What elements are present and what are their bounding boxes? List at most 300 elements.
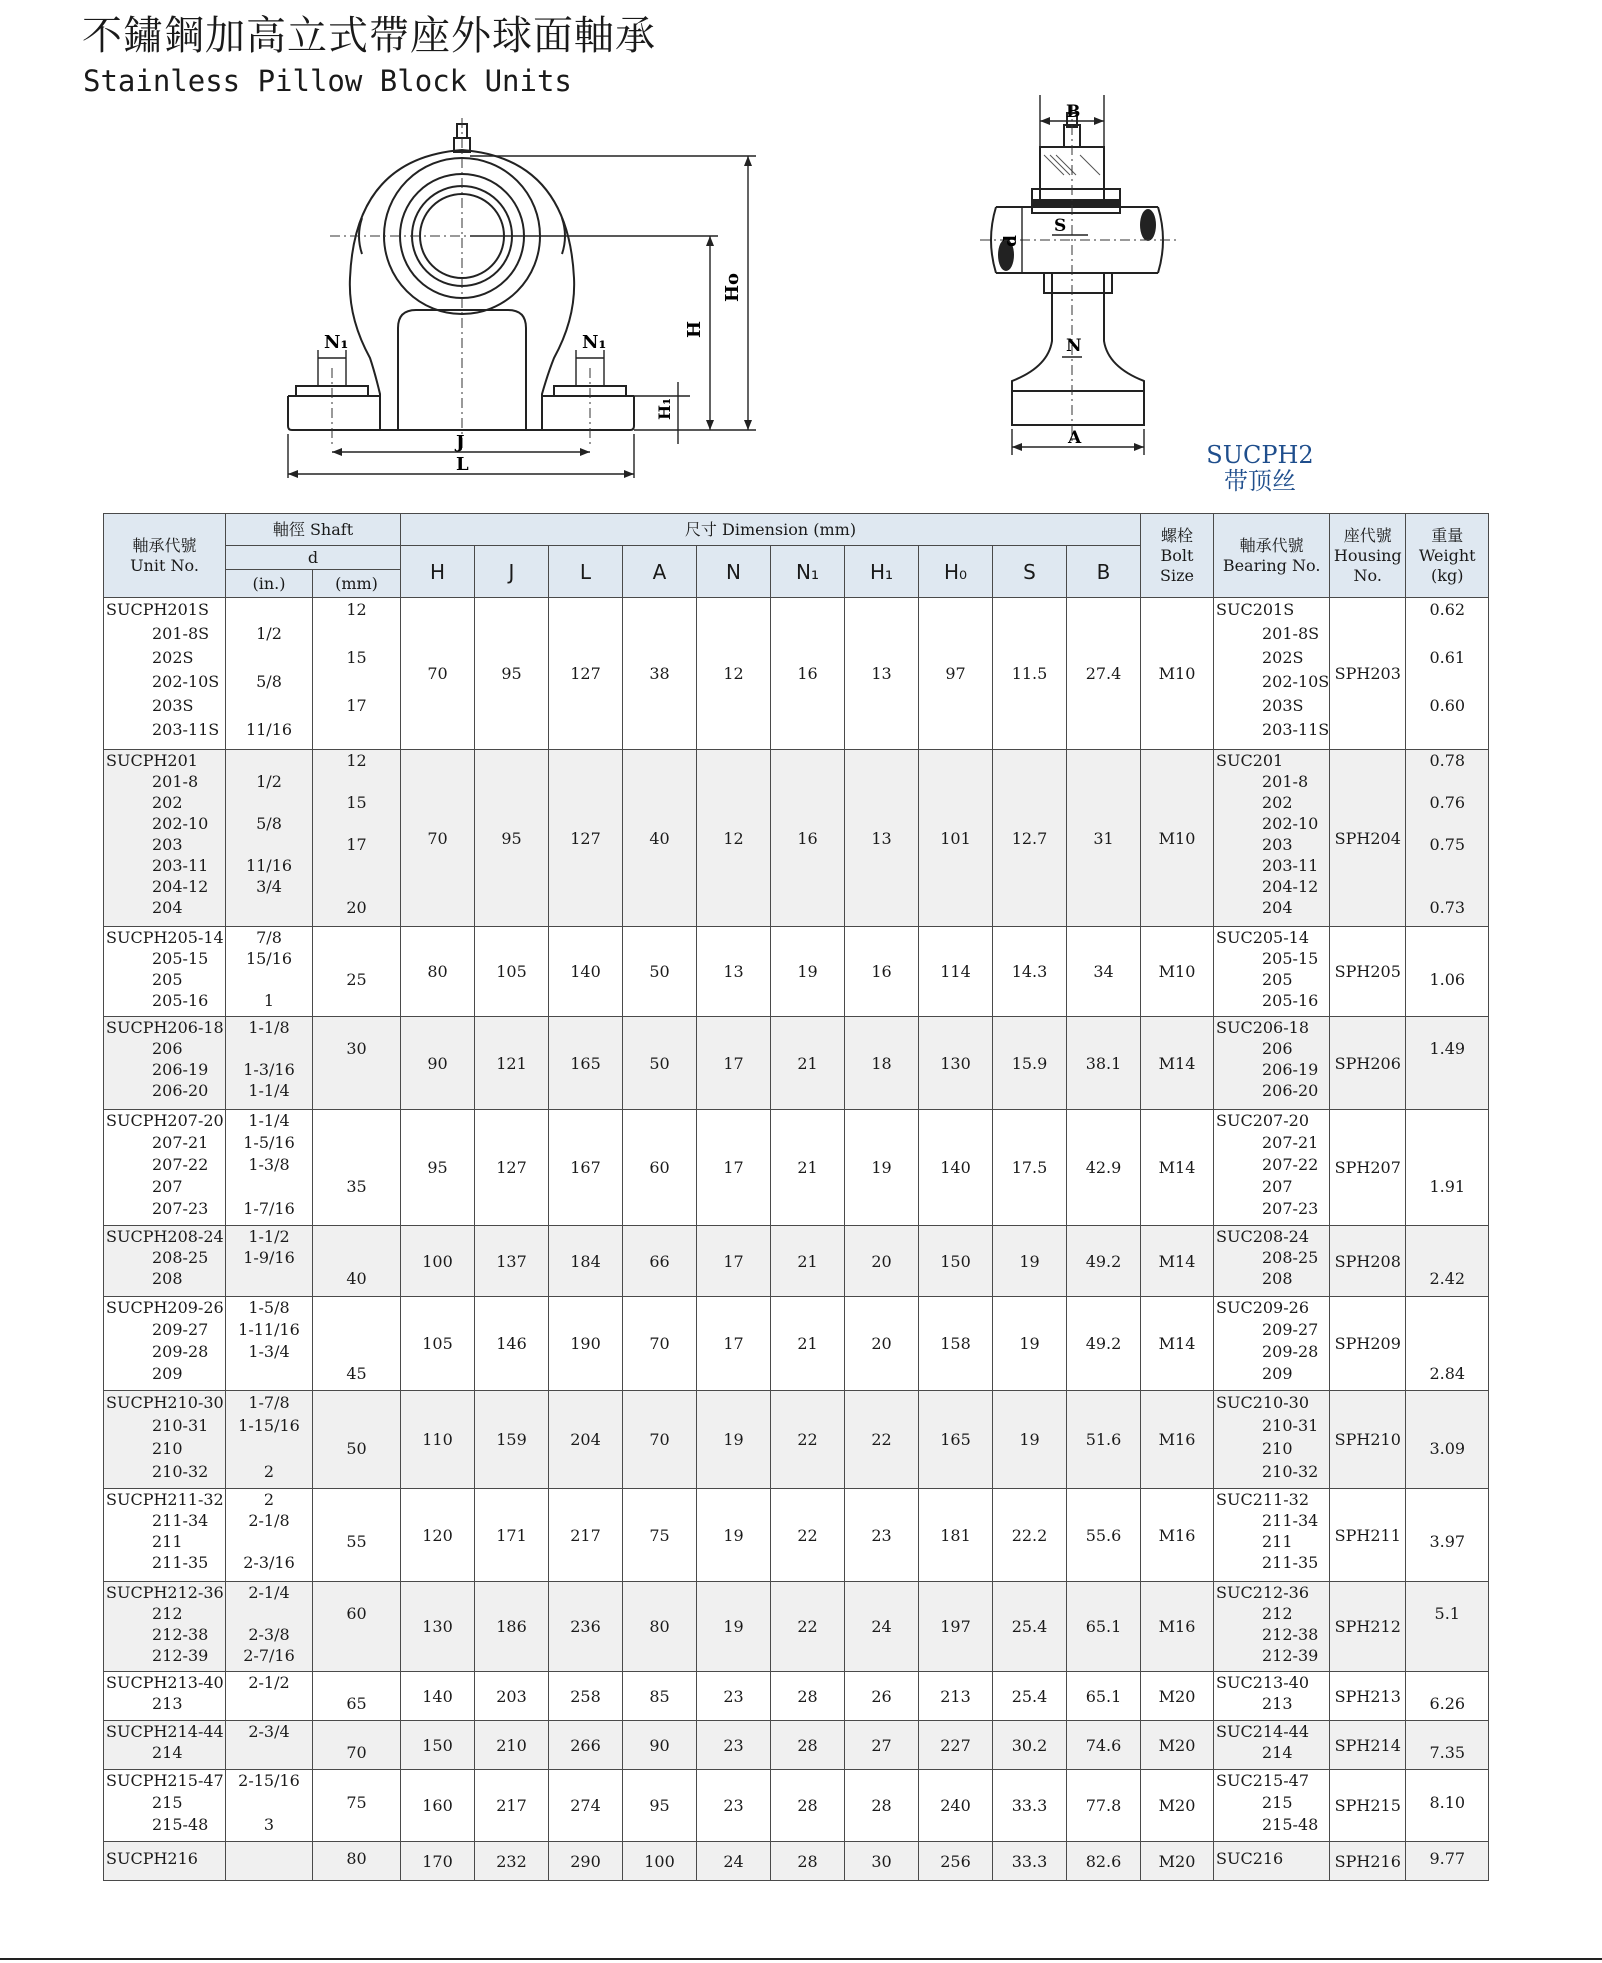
shaft-mm-line	[313, 1198, 400, 1220]
cell-h0: 213	[919, 1672, 993, 1721]
cell-j: 232	[475, 1842, 549, 1881]
cell-s: 22.2	[993, 1489, 1067, 1582]
cell-h: 170	[401, 1842, 475, 1881]
weight-line	[1406, 1510, 1488, 1531]
shaft-inch-line	[226, 598, 312, 622]
cell-weight	[1406, 1110, 1489, 1226]
shaft-inch-line: 1-7/16	[243, 1199, 295, 1218]
unit-no-line: SUCPH216	[106, 1849, 198, 1868]
unit-no-line: 213	[152, 1694, 183, 1713]
bearing-no-line: SUC209-26	[1216, 1298, 1309, 1317]
cell-j: 159	[475, 1391, 549, 1489]
shaft-mm-line	[313, 1132, 400, 1154]
weight-line: 0.60	[1429, 696, 1466, 715]
weight-line: 6.26	[1429, 1694, 1466, 1713]
cell-h1: 24	[845, 1582, 919, 1672]
table-row	[104, 1297, 1489, 1391]
unit-no-line: 202	[152, 793, 183, 812]
cell-n: 17	[697, 1017, 771, 1110]
label-h: H	[684, 320, 705, 338]
header-a: A	[623, 546, 697, 598]
shaft-mm-line: 30	[346, 1039, 367, 1058]
weight-line	[1406, 1489, 1488, 1510]
cell-bolt-size: M10	[1141, 927, 1214, 1017]
weight-line	[1406, 1645, 1488, 1666]
cell-housing-no: SPH210	[1330, 1391, 1406, 1489]
bearing-no-line: 204-12	[1262, 877, 1319, 896]
cell-housing-no: SPH203	[1330, 598, 1406, 750]
cell-shaft-mm	[313, 1297, 401, 1391]
shaft-mm-line	[313, 948, 400, 969]
unit-no-line: 210	[152, 1439, 183, 1458]
cell-weight	[1406, 1017, 1489, 1110]
cell-h1: 30	[845, 1842, 919, 1881]
header-bearing-no: 軸承代號 Bearing No.	[1214, 514, 1330, 598]
unit-no-line: SUCPH215-47	[106, 1771, 224, 1790]
cell-l: 184	[549, 1226, 623, 1297]
unit-no-line: 203S	[152, 696, 194, 715]
cell-h0: 150	[919, 1226, 993, 1297]
shaft-inch-line	[226, 834, 312, 855]
unit-no-line: 214	[152, 1743, 183, 1762]
unit-no-line: 203-11S	[152, 720, 220, 739]
shaft-mm-line	[313, 876, 400, 897]
cell-shaft-inch	[226, 1582, 313, 1672]
cell-shaft-inch	[226, 1672, 313, 1721]
cell-weight	[1406, 1842, 1489, 1881]
cell-j: 203	[475, 1672, 549, 1721]
cell-shaft-inch	[226, 1017, 313, 1110]
unit-no-line: SUCPH209-26	[106, 1298, 224, 1317]
bearing-no-line: 209-28	[1262, 1342, 1319, 1361]
table-row	[104, 1770, 1489, 1842]
shaft-mm-line: 15	[346, 648, 367, 667]
cell-h: 70	[401, 750, 475, 927]
page-subtitle: Stainless Pillow Block Units	[83, 64, 572, 98]
weight-line	[1406, 1582, 1488, 1603]
shaft-mm-line: 65	[346, 1694, 367, 1713]
shaft-mm-line	[313, 1247, 400, 1268]
bearing-no-line: SUC207-20	[1216, 1111, 1309, 1130]
weight-line: 1.91	[1429, 1177, 1466, 1196]
cell-j: 105	[475, 927, 549, 1017]
bearing-no-line: 207-22	[1262, 1155, 1319, 1174]
shaft-inch-line: 1-1/8	[248, 1018, 290, 1037]
cell-h: 90	[401, 1017, 475, 1110]
unit-no-line: 208-25	[152, 1248, 209, 1267]
cell-shaft-inch	[226, 1721, 313, 1770]
label-j: J	[456, 432, 465, 453]
cell-l: 127	[549, 598, 623, 750]
cell-a: 95	[623, 1770, 697, 1842]
bearing-no-line: 210-32	[1262, 1462, 1319, 1481]
cell-shaft-mm	[313, 750, 401, 927]
cell-housing-no: SPH205	[1330, 927, 1406, 1017]
cell-housing-no: SPH207	[1330, 1110, 1406, 1226]
shaft-inch-line	[226, 1268, 312, 1289]
weight-line: 0.62	[1429, 600, 1466, 619]
cell-a: 75	[623, 1489, 697, 1582]
bearing-no-line: 202-10	[1262, 814, 1319, 833]
cell-h0: 240	[919, 1770, 993, 1842]
shaft-mm-line	[313, 1721, 400, 1742]
unit-no-line: 204	[152, 898, 183, 917]
cell-bolt-size: M14	[1141, 1226, 1214, 1297]
cell-h1: 27	[845, 1721, 919, 1770]
bearing-no-line: SUC211-32	[1216, 1490, 1309, 1509]
cell-shaft-inch	[226, 1489, 313, 1582]
shaft-inch-line: 2	[263, 1490, 275, 1509]
cell-b: 49.2	[1067, 1297, 1141, 1391]
cell-n: 17	[697, 1226, 771, 1297]
cell-h0: 130	[919, 1017, 993, 1110]
cell-l: 274	[549, 1770, 623, 1842]
cell-s: 19	[993, 1297, 1067, 1391]
weight-line	[1406, 990, 1488, 1011]
unit-no-line: SUCPH212-36	[106, 1583, 224, 1602]
shaft-mm-line	[313, 1319, 400, 1341]
shaft-inch-line	[226, 1742, 312, 1763]
cell-weight	[1406, 1226, 1489, 1297]
model-code: SUCPH2	[1206, 441, 1314, 469]
cell-s: 33.3	[993, 1842, 1067, 1881]
cell-shaft-inch	[226, 1297, 313, 1391]
shaft-inch-line: 1-5/16	[243, 1133, 295, 1152]
shaft-inch-line	[226, 750, 312, 771]
cell-unit-no	[104, 750, 226, 927]
shaft-inch-line: 2-1/2	[248, 1673, 290, 1692]
cell-bolt-size: M16	[1141, 1391, 1214, 1489]
shaft-inch-line	[226, 1437, 312, 1460]
header-l: L	[549, 546, 623, 598]
unit-no-line: 206-19	[152, 1060, 209, 1079]
cell-l: 266	[549, 1721, 623, 1770]
model-code-caption	[1205, 442, 1315, 494]
cell-housing-no: SPH214	[1330, 1721, 1406, 1770]
cell-h1: 18	[845, 1017, 919, 1110]
cell-h1: 20	[845, 1297, 919, 1391]
shaft-mm-line	[313, 1226, 400, 1247]
bearing-no-line: SUC213-40	[1216, 1673, 1309, 1692]
cell-b: 65.1	[1067, 1672, 1141, 1721]
cell-housing-no: SPH208	[1330, 1226, 1406, 1297]
cell-n: 12	[697, 750, 771, 927]
weight-line: 0.61	[1429, 648, 1466, 667]
shaft-inch-line: 1-1/2	[248, 1227, 290, 1246]
shaft-mm-line	[313, 1017, 400, 1038]
shaft-mm-line	[313, 1489, 400, 1510]
cell-a: 70	[623, 1391, 697, 1489]
cell-shaft-mm	[313, 927, 401, 1017]
cell-shaft-inch	[226, 1110, 313, 1226]
cell-bearing-no	[1214, 1842, 1330, 1881]
cell-n: 19	[697, 1489, 771, 1582]
weight-line	[1406, 718, 1488, 742]
shaft-mm-line: 25	[346, 970, 367, 989]
weight-line: 1.49	[1429, 1039, 1466, 1058]
shaft-inch-line	[226, 1363, 312, 1385]
cell-bearing-no	[1214, 1017, 1330, 1110]
cell-l: 190	[549, 1297, 623, 1391]
cell-s: 30.2	[993, 1721, 1067, 1770]
cell-n1: 21	[771, 1297, 845, 1391]
side-view-drawing	[940, 95, 1200, 455]
weight-line: 9.77	[1429, 1849, 1466, 1868]
bearing-no-line: 203-11S	[1262, 720, 1330, 739]
shaft-mm-line	[313, 771, 400, 792]
shaft-mm-line	[313, 1582, 400, 1603]
bearing-no-line: 215	[1262, 1793, 1293, 1812]
cell-shaft-inch	[226, 598, 313, 750]
shaft-mm-line	[313, 1624, 400, 1645]
cell-h0: 227	[919, 1721, 993, 1770]
weight-line	[1406, 1247, 1488, 1268]
cell-shaft-mm	[313, 598, 401, 750]
unit-no-line: SUCPH205-14	[106, 928, 224, 947]
cell-unit-no	[104, 1721, 226, 1770]
weight-line: 0.73	[1429, 898, 1466, 917]
bearing-no-line: 202-10S	[1262, 672, 1330, 691]
bearing-no-line: 201-8	[1262, 772, 1309, 791]
unit-no-line: 215-48	[152, 1815, 209, 1834]
bearing-no-line: SUC215-47	[1216, 1771, 1309, 1790]
cell-b: 49.2	[1067, 1226, 1141, 1297]
header-s: S	[993, 546, 1067, 598]
shaft-inch-line	[226, 792, 312, 813]
bearing-no-line: 211-35	[1262, 1553, 1319, 1572]
cell-bearing-no	[1214, 1582, 1330, 1672]
bearing-no-line: 204	[1262, 898, 1293, 917]
cell-unit-no	[104, 1226, 226, 1297]
cell-s: 17.5	[993, 1110, 1067, 1226]
shaft-mm-line	[313, 1154, 400, 1176]
shaft-mm-line	[313, 1460, 400, 1483]
cell-n: 19	[697, 1582, 771, 1672]
cell-shaft-mm	[313, 1842, 401, 1881]
bearing-no-line: 208	[1262, 1269, 1293, 1288]
cell-h0: 165	[919, 1391, 993, 1489]
cell-shaft-inch	[226, 1391, 313, 1489]
shaft-inch-line: 1-9/16	[243, 1248, 295, 1267]
cell-a: 50	[623, 927, 697, 1017]
weight-line: 2.42	[1429, 1269, 1466, 1288]
weight-line: 5.1	[1434, 1604, 1460, 1623]
header-b: B	[1067, 546, 1141, 598]
cell-a: 100	[623, 1842, 697, 1881]
bearing-no-line: 212-39	[1262, 1646, 1319, 1665]
cell-a: 38	[623, 598, 697, 750]
shaft-inch-line: 11/16	[245, 720, 293, 739]
unit-no-line: 205	[152, 970, 183, 989]
shaft-mm-line	[313, 813, 400, 834]
bearing-no-line: 209	[1262, 1364, 1293, 1383]
cell-bolt-size: M20	[1141, 1842, 1214, 1881]
unit-no-line: 209-28	[152, 1342, 209, 1361]
shaft-inch-line: 1-1/4	[248, 1111, 290, 1130]
unit-no-line: SUCPH213-40	[106, 1673, 224, 1692]
cell-unit-no	[104, 1110, 226, 1226]
cell-bearing-no	[1214, 750, 1330, 927]
cell-shaft-inch	[226, 1770, 313, 1842]
cell-a: 66	[623, 1226, 697, 1297]
cell-j: 210	[475, 1721, 549, 1770]
unit-no-line: 201-8	[152, 772, 199, 791]
cell-h1: 13	[845, 750, 919, 927]
shaft-inch-line: 1-5/8	[248, 1298, 290, 1317]
label-h0: Ho	[722, 272, 743, 302]
cell-h0: 158	[919, 1297, 993, 1391]
unit-no-line: 211-35	[152, 1553, 209, 1572]
bearing-no-line: 205-15	[1262, 949, 1319, 968]
cell-housing-no: SPH209	[1330, 1297, 1406, 1391]
weight-line: 2.84	[1429, 1364, 1466, 1383]
cell-shaft-mm	[313, 1770, 401, 1842]
label-d: d	[1001, 235, 1021, 247]
cell-bearing-no	[1214, 598, 1330, 750]
unit-no-line: SUCPH214-44	[106, 1722, 224, 1741]
weight-line: 0.76	[1429, 793, 1466, 812]
label-h1: H₁	[655, 397, 674, 420]
header-n1: N₁	[771, 546, 845, 598]
cell-unit-no	[104, 1672, 226, 1721]
unit-no-line: 207-22	[152, 1155, 209, 1174]
cell-shaft-inch	[226, 927, 313, 1017]
cell-housing-no: SPH212	[1330, 1582, 1406, 1672]
weight-line: 3.97	[1429, 1532, 1466, 1551]
shaft-mm-line: 17	[346, 696, 367, 715]
bearing-no-line: 209-27	[1262, 1320, 1319, 1339]
cell-bolt-size: M10	[1141, 750, 1214, 927]
weight-line	[1406, 1132, 1488, 1154]
header-bolt-size: 螺栓 Bolt Size	[1141, 514, 1214, 598]
weight-line	[1406, 1059, 1488, 1080]
unit-no-line: 207-23	[152, 1199, 209, 1218]
cell-housing-no: SPH211	[1330, 1489, 1406, 1582]
weight-line: 3.09	[1429, 1439, 1466, 1458]
cell-shaft-mm	[313, 1110, 401, 1226]
cell-n1: 28	[771, 1842, 845, 1881]
cell-weight	[1406, 1489, 1489, 1582]
bearing-no-line: 212	[1262, 1604, 1293, 1623]
unit-no-line: SUCPH210-30	[106, 1393, 224, 1412]
unit-no-line: 209	[152, 1364, 183, 1383]
cell-n: 24	[697, 1842, 771, 1881]
cell-l: 290	[549, 1842, 623, 1881]
cell-l: 167	[549, 1110, 623, 1226]
label-s: S	[1054, 216, 1067, 236]
cell-bolt-size: M16	[1141, 1582, 1214, 1672]
weight-line	[1406, 813, 1488, 834]
cell-b: 27.4	[1067, 598, 1141, 750]
bearing-no-line: 207-23	[1262, 1199, 1319, 1218]
unit-no-line: 204-12	[152, 877, 209, 896]
cell-h0: 197	[919, 1582, 993, 1672]
cell-b: 38.1	[1067, 1017, 1141, 1110]
cell-s: 25.4	[993, 1672, 1067, 1721]
table-row	[104, 750, 1489, 927]
cell-j: 137	[475, 1226, 549, 1297]
cell-unit-no	[104, 1297, 226, 1391]
shaft-mm-line: 12	[346, 751, 367, 770]
weight-line	[1406, 1198, 1488, 1220]
cell-j: 127	[475, 1110, 549, 1226]
unit-no-line: SUCPH201S	[106, 600, 209, 619]
cell-n1: 28	[771, 1721, 845, 1770]
bearing-no-line: 210	[1262, 1439, 1293, 1458]
cell-unit-no	[104, 1842, 226, 1881]
cell-b: 65.1	[1067, 1582, 1141, 1672]
cell-j: 95	[475, 598, 549, 750]
shaft-mm-line	[313, 990, 400, 1011]
weight-line	[1406, 1110, 1488, 1132]
weight-line: 8.10	[1429, 1793, 1466, 1812]
cell-bolt-size: M10	[1141, 598, 1214, 750]
shaft-inch-line	[226, 1038, 312, 1059]
bearing-no-line: 205	[1262, 970, 1293, 989]
weight-line	[1406, 1297, 1488, 1319]
shaft-mm-line: 45	[346, 1364, 367, 1383]
shaft-inch-line: 1/2	[256, 624, 282, 643]
unit-no-line: 210-32	[152, 1462, 209, 1481]
shaft-mm-line: 80	[346, 1849, 367, 1868]
unit-no-line: 209-27	[152, 1320, 209, 1339]
header-housing-no: 座代號 Housing No.	[1330, 514, 1406, 598]
bearing-no-line: 207	[1262, 1177, 1293, 1196]
dimension-table	[103, 513, 1489, 1881]
cell-shaft-mm	[313, 1489, 401, 1582]
cell-weight	[1406, 1391, 1489, 1489]
label-b: B	[1066, 102, 1081, 122]
shaft-mm-line	[313, 1110, 400, 1132]
shaft-mm-line	[313, 1672, 400, 1693]
cell-shaft-mm	[313, 1672, 401, 1721]
cell-l: 140	[549, 927, 623, 1017]
unit-no-line: 202S	[152, 648, 194, 667]
cell-l: 204	[549, 1391, 623, 1489]
shaft-inch-line: 2-1/4	[248, 1583, 290, 1602]
header-weight: 重量 Weight (kg)	[1406, 514, 1489, 598]
bearing-no-line: 201-8S	[1262, 624, 1320, 643]
cell-h1: 28	[845, 1770, 919, 1842]
cell-h: 95	[401, 1110, 475, 1226]
cell-housing-no: SPH215	[1330, 1770, 1406, 1842]
cell-shaft-inch	[226, 1226, 313, 1297]
table-row	[104, 1582, 1489, 1672]
shaft-inch-line	[226, 1531, 312, 1552]
shaft-mm-line	[313, 718, 400, 742]
cell-j: 186	[475, 1582, 549, 1672]
cell-n1: 19	[771, 927, 845, 1017]
shaft-mm-line	[313, 622, 400, 646]
shaft-inch-line: 1	[263, 991, 275, 1010]
cell-n: 13	[697, 927, 771, 1017]
weight-line	[1406, 1080, 1488, 1101]
unit-no-line: SUCPH211-32	[106, 1490, 224, 1509]
shaft-inch-line: 5/8	[256, 814, 282, 833]
shaft-inch-line: 2	[263, 1462, 275, 1481]
shaft-inch-line: 1-15/16	[238, 1416, 300, 1435]
shaft-inch-line: 15/16	[245, 949, 293, 968]
shaft-inch-line	[226, 1693, 312, 1714]
cell-n1: 16	[771, 598, 845, 750]
cell-bearing-no	[1214, 1672, 1330, 1721]
cell-l: 236	[549, 1582, 623, 1672]
unit-no-line: 211	[152, 1532, 183, 1551]
cell-weight	[1406, 750, 1489, 927]
weight-line	[1406, 1814, 1488, 1836]
shaft-inch-line: 11/16	[245, 856, 293, 875]
shaft-inch-line: 2-15/16	[238, 1771, 300, 1790]
